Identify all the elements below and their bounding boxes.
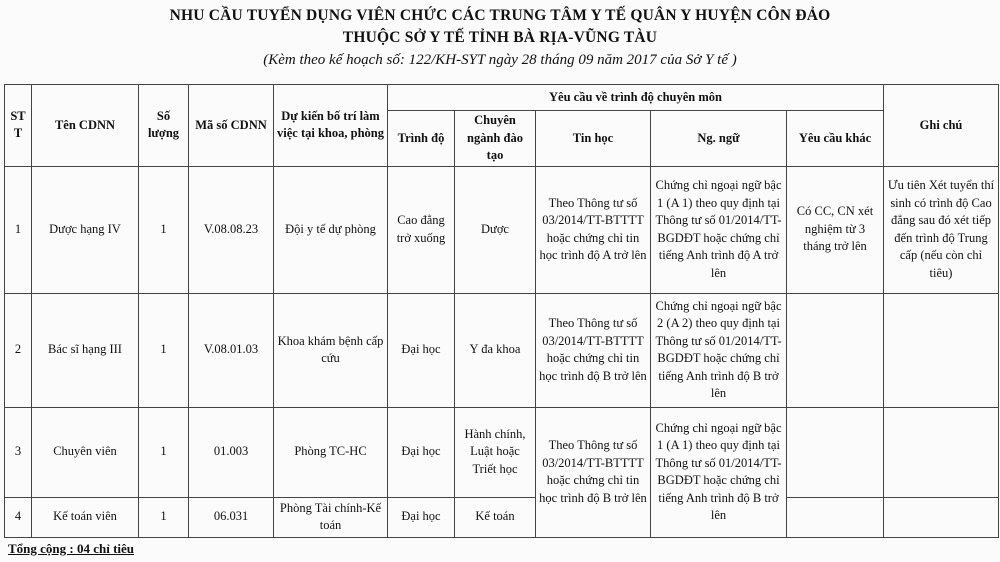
- cell-du-kien: Khoa khám bệnh cấp cứu: [274, 293, 388, 407]
- header-chuyen-nganh: Chuyên ngành đào tạo: [455, 111, 536, 167]
- cell-ma-so: V.08.08.23: [189, 166, 274, 293]
- header-ma-so: Mã số CDNN: [189, 85, 274, 167]
- header-du-kien: Dự kiến bố trí làm việc tại khoa, phòng: [274, 85, 388, 167]
- cell-yeu-cau-khac: Có CC, CN xét nghiệm từ 3 tháng trở lên: [787, 166, 884, 293]
- header-yeu-cau-khac: Yêu cầu khác: [787, 111, 884, 167]
- cell-ten: Bác sĩ hạng III: [32, 293, 139, 407]
- cell-ngoai-ngu: Chứng chỉ ngoại ngữ bậc 2 (A 2) theo quy định tại Thông tư số 01/2014/TT-BGDĐT hoặc chứng chỉ tiếng Anh trình độ B trở lên: [651, 293, 787, 407]
- table-row: [5, 166, 999, 293]
- cell-so-luong: 1: [139, 407, 189, 497]
- document-title: NHU CẦU TUYỂN DỤNG VIÊN CHỨC CÁC TRUNG TÂM Y TẾ QUÂN Y HUYỆN CÔN ĐẢO: [169, 7, 831, 24]
- cell-stt: 3: [5, 407, 32, 497]
- header-so-luong: Số lượng: [139, 85, 189, 167]
- document-subtitle: (Kèm theo kế hoạch số: 122/KH-SYT ngày 28 tháng 09 năm 2017 của Sở Y tế ): [263, 52, 737, 68]
- cell-ghi-chu: [884, 497, 999, 537]
- total-summary: Tổng cộng : 04 chỉ tiêu: [8, 541, 135, 556]
- cell-ten: Kế toán viên: [32, 497, 139, 537]
- table-row: [5, 497, 999, 537]
- cell-yeu-cau-khac: [787, 293, 884, 407]
- header-yeu-cau-group: Yêu cầu về trình độ chuyên môn: [388, 85, 884, 111]
- cell-ngoai-ngu: Chứng chỉ ngoại ngữ bậc 1 (A 1) theo quy định tại Thông tư số 01/2014/TT-BGDĐT hoặc chứng chỉ tiếng Anh trình độ A trở lên: [651, 166, 787, 293]
- cell-yeu-cau-khac: [787, 497, 884, 537]
- cell-stt: 2: [5, 293, 32, 407]
- cell-ghi-chu: Ưu tiên Xét tuyển thí sinh có trình độ Cao đẳng sau đó xét tiếp đến trình độ Trung cấp (nếu còn chỉ tiêu): [884, 166, 999, 293]
- cell-du-kien: Đội y tế dự phòng: [274, 166, 388, 293]
- cell-trinh-do: Đại học: [388, 407, 455, 497]
- header-ten-cdnn: Tên CDNN: [32, 85, 139, 167]
- cell-trinh-do: Đại học: [388, 497, 455, 537]
- cell-so-luong: 1: [139, 293, 189, 407]
- header-trinh-do: Trình độ: [388, 111, 455, 167]
- cell-chuyen-nganh: Y đa khoa: [455, 293, 536, 407]
- cell-ghi-chu: [884, 407, 999, 497]
- cell-ghi-chu: [884, 293, 999, 407]
- cell-so-luong: 1: [139, 166, 189, 293]
- header-ngoai-ngu: Ng. ngữ: [651, 111, 787, 167]
- header-tin-hoc: Tin học: [536, 111, 651, 167]
- cell-chuyen-nganh: Dược: [455, 166, 536, 293]
- cell-so-luong: 1: [139, 497, 189, 537]
- table-row: [5, 293, 999, 407]
- cell-ten: Chuyên viên: [32, 407, 139, 497]
- cell-tin-hoc: Theo Thông tư số 03/2014/TT-BTTTT hoặc chứng chỉ tin học trình độ B trở lên: [536, 407, 651, 537]
- cell-ma-so: 06.031: [189, 497, 274, 537]
- header-stt: STT: [5, 85, 32, 167]
- cell-ngoai-ngu: Chứng chỉ ngoại ngữ bậc 1 (A 1) theo quy định tại Thông tư số 01/2014/TT-BGDĐT hoặc chứng chỉ tiếng Anh trình độ B trở lên: [651, 407, 787, 537]
- header-row: [5, 85, 999, 111]
- cell-trinh-do: Cao đẳng trở xuống: [388, 166, 455, 293]
- cell-ma-so: 01.003: [189, 407, 274, 497]
- document-title-line2: THUỘC SỞ Y TẾ TỈNH BÀ RỊA-VŨNG TÀU: [342, 29, 658, 46]
- cell-du-kien: Phòng Tài chính-Kế toán: [274, 497, 388, 537]
- cell-ten: Dược hạng IV: [32, 166, 139, 293]
- cell-tin-hoc: Theo Thông tư số 03/2014/TT-BTTTT hoặc chứng chỉ tin học trình độ B trở lên: [536, 293, 651, 407]
- cell-trinh-do: Đại học: [388, 293, 455, 407]
- header-ghi-chu: Ghi chú: [884, 85, 999, 167]
- recruitment-table: [4, 84, 999, 538]
- table-row: [5, 407, 999, 497]
- cell-chuyen-nganh: Hành chính, Luật hoặc Triết học: [455, 407, 536, 497]
- cell-du-kien: Phòng TC-HC: [274, 407, 388, 497]
- cell-stt: 1: [5, 166, 32, 293]
- cell-stt: 4: [5, 497, 32, 537]
- cell-ma-so: V.08.01.03: [189, 293, 274, 407]
- cell-tin-hoc: Theo Thông tư số 03/2014/TT-BTTTT hoặc chứng chỉ tin học trình độ A trở lên: [536, 166, 651, 293]
- cell-yeu-cau-khac: [787, 407, 884, 497]
- cell-chuyen-nganh: Kế toán: [455, 497, 536, 537]
